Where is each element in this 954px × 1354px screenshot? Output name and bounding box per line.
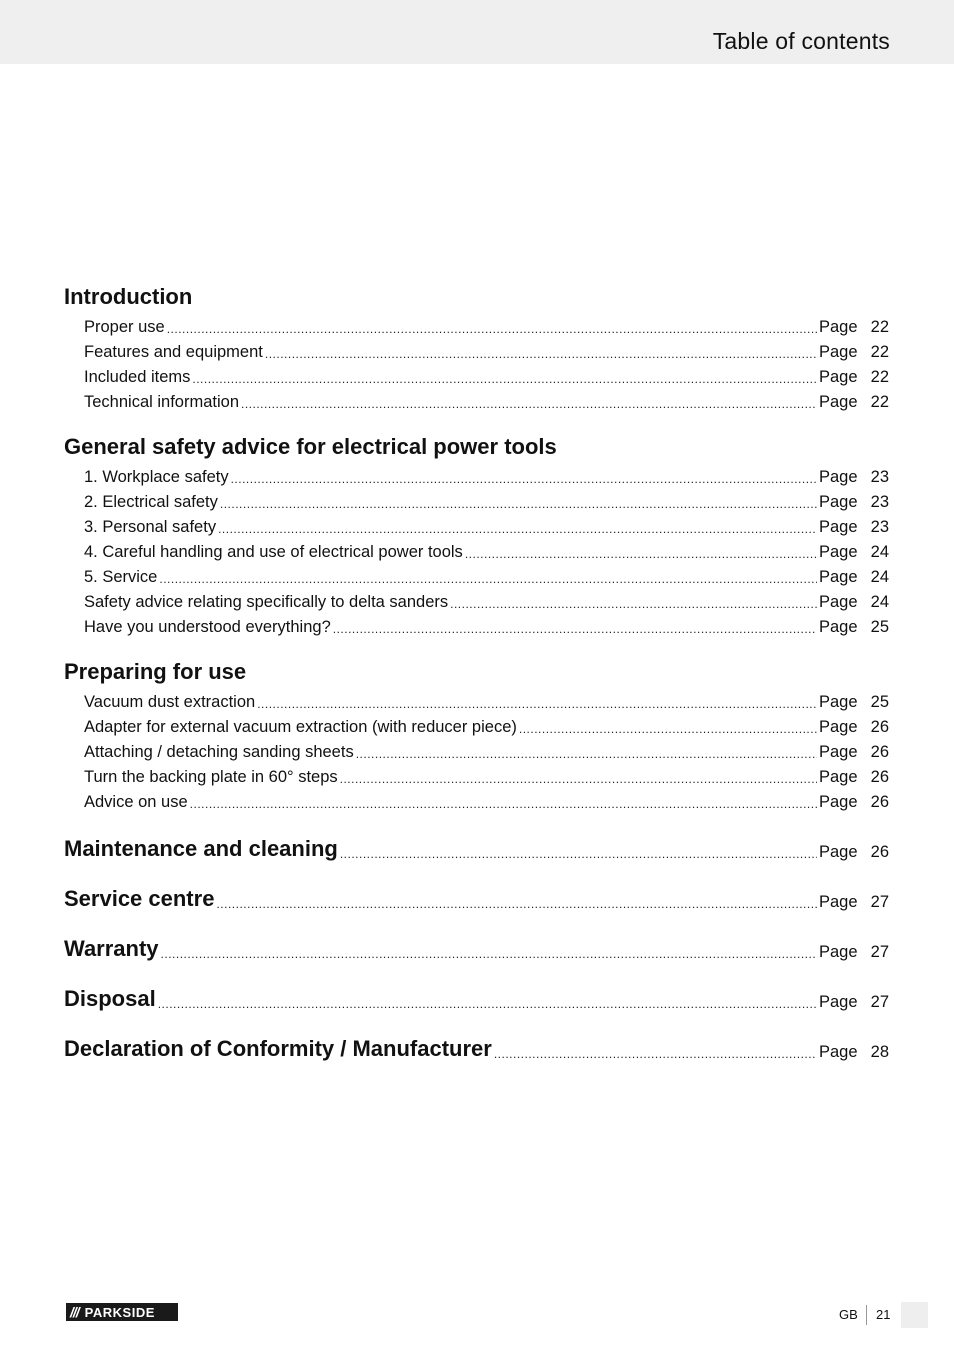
page-word: Page bbox=[819, 793, 858, 811]
toc-entry[interactable] bbox=[84, 740, 889, 762]
page-word: Page bbox=[819, 368, 858, 386]
logo-brand: PARKSIDE bbox=[84, 1304, 155, 1320]
leader-dots bbox=[241, 396, 817, 412]
toc-main-entry-maintenance[interactable] bbox=[64, 834, 889, 862]
toc-entry-label: Technical information bbox=[84, 393, 239, 411]
toc-entry-label: Disposal bbox=[64, 986, 156, 1011]
toc-entry-label: Features and equipment bbox=[84, 343, 263, 361]
page-number: 27 bbox=[870, 943, 889, 961]
toc-main-entry-declaration[interactable] bbox=[64, 1034, 889, 1062]
page-word: Page bbox=[819, 743, 858, 761]
toc-entry[interactable] bbox=[84, 690, 889, 712]
page-word: Page bbox=[819, 343, 858, 361]
toc-entry-label: 4. Careful handling and use of electrical power tools bbox=[84, 543, 463, 561]
toc-entry-label: Included items bbox=[84, 368, 191, 386]
language-code: GB bbox=[839, 1307, 858, 1322]
toc-entry[interactable] bbox=[84, 315, 889, 337]
leader-dots bbox=[192, 371, 817, 387]
toc-entry-label: Adapter for external vacuum extraction (with reducer piece) bbox=[84, 718, 517, 736]
page-word: Page bbox=[819, 1043, 858, 1061]
page-word: Page bbox=[819, 593, 858, 611]
page-number: 23 bbox=[870, 493, 889, 511]
page-word: Page bbox=[819, 943, 858, 961]
page-number: 28 bbox=[870, 1043, 889, 1061]
toc-entry[interactable] bbox=[84, 590, 889, 612]
toc-entry[interactable] bbox=[84, 790, 889, 812]
section-title-safety: General safety advice for electrical power tools bbox=[64, 434, 557, 459]
page-number: 23 bbox=[870, 468, 889, 486]
toc-entry-label: Maintenance and cleaning bbox=[64, 836, 338, 861]
section-title-preparing: Preparing for use bbox=[64, 659, 247, 684]
leader-dots bbox=[231, 471, 817, 487]
toc-entry[interactable] bbox=[84, 715, 889, 737]
toc-entry[interactable] bbox=[84, 365, 889, 387]
page-number: 24 bbox=[870, 593, 889, 611]
parkside-logo bbox=[66, 1303, 178, 1321]
toc-entry-label: Declaration of Conformity / Manufacturer bbox=[64, 1036, 492, 1061]
page-number: 25 bbox=[870, 618, 889, 636]
page-number: 22 bbox=[870, 343, 889, 361]
leader-dots bbox=[340, 771, 817, 787]
leader-dots bbox=[161, 946, 817, 962]
leader-dots bbox=[167, 321, 817, 337]
leader-dots bbox=[257, 696, 817, 712]
toc-entry-label: Vacuum dust extraction bbox=[84, 693, 256, 711]
page-word: Page bbox=[819, 693, 858, 711]
page-word: Page bbox=[819, 518, 858, 536]
leader-dots bbox=[159, 571, 817, 587]
page-number: 26 bbox=[870, 718, 889, 736]
toc-entry-label: Warranty bbox=[64, 936, 159, 961]
leader-dots bbox=[265, 346, 817, 362]
page-number: 22 bbox=[870, 318, 889, 336]
leader-dots bbox=[190, 796, 817, 812]
page-word: Page bbox=[819, 618, 858, 636]
section-title-introduction: Introduction bbox=[64, 284, 193, 309]
page-word: Page bbox=[819, 893, 858, 911]
leader-dots bbox=[494, 1046, 817, 1062]
toc-entry[interactable] bbox=[84, 515, 889, 537]
toc-entry-label: Proper use bbox=[84, 318, 165, 336]
toc-entry[interactable] bbox=[84, 340, 889, 362]
page-word: Page bbox=[819, 543, 858, 561]
page-number: 26 bbox=[870, 793, 889, 811]
leader-dots bbox=[450, 596, 817, 612]
toc-entry-label: Safety advice relating specifically to delta sanders bbox=[84, 593, 449, 611]
toc-entry-label: Turn the backing plate in 60° steps bbox=[84, 768, 338, 786]
page-word: Page bbox=[819, 768, 858, 786]
page-number: 24 bbox=[870, 568, 889, 586]
toc-entry[interactable] bbox=[84, 765, 889, 787]
toc-entry[interactable] bbox=[84, 540, 889, 562]
page-word: Page bbox=[819, 493, 858, 511]
toc-entry-label: 2. Electrical safety bbox=[84, 493, 218, 511]
toc-main-entry-warranty[interactable] bbox=[64, 934, 889, 962]
page-number: 26 bbox=[870, 843, 889, 861]
page-number: 26 bbox=[870, 768, 889, 786]
page-word: Page bbox=[819, 718, 858, 736]
leader-dots bbox=[220, 496, 817, 512]
page-number: 23 bbox=[870, 518, 889, 536]
page-title: Table of contents bbox=[712, 28, 890, 54]
page-number: 26 bbox=[870, 743, 889, 761]
leader-dots bbox=[340, 846, 817, 862]
page-number-footer: 21 bbox=[876, 1307, 891, 1322]
toc-entry-label: Service centre bbox=[64, 886, 215, 911]
page-word: Page bbox=[819, 468, 858, 486]
logo-slashes: /// bbox=[70, 1304, 79, 1320]
toc-main-entry-service-centre[interactable] bbox=[64, 884, 889, 912]
page-number: 27 bbox=[870, 893, 889, 911]
header-bar bbox=[0, 0, 954, 64]
toc-entry-label: Attaching / detaching sanding sheets bbox=[84, 743, 354, 761]
toc-entry[interactable] bbox=[84, 490, 889, 512]
page-number: 22 bbox=[870, 393, 889, 411]
footer-divider bbox=[866, 1305, 867, 1325]
toc-entry-label: Have you understood everything? bbox=[84, 618, 331, 636]
leader-dots bbox=[465, 546, 817, 562]
toc-entry[interactable] bbox=[84, 390, 889, 412]
page-word: Page bbox=[819, 568, 858, 586]
page-number: 24 bbox=[870, 543, 889, 561]
leader-dots bbox=[356, 746, 817, 762]
leader-dots bbox=[216, 896, 817, 912]
toc-entry-label: Advice on use bbox=[84, 793, 188, 811]
page-word: Page bbox=[819, 318, 858, 336]
page-word: Page bbox=[819, 843, 858, 861]
toc-entry[interactable] bbox=[84, 615, 889, 637]
leader-dots bbox=[218, 521, 817, 537]
leader-dots bbox=[519, 721, 817, 737]
page-word: Page bbox=[819, 993, 858, 1011]
footer-tab-box bbox=[901, 1302, 928, 1328]
toc-entry[interactable] bbox=[84, 465, 889, 487]
page-number: 27 bbox=[870, 993, 889, 1011]
leader-dots bbox=[158, 996, 817, 1012]
toc-entry[interactable] bbox=[84, 565, 889, 587]
leader-dots bbox=[333, 621, 817, 637]
page-number: 25 bbox=[870, 693, 889, 711]
page-word: Page bbox=[819, 393, 858, 411]
page-number: 22 bbox=[870, 368, 889, 386]
toc-entry-label: 1. Workplace safety bbox=[84, 468, 229, 486]
toc-entry-label: 5. Service bbox=[84, 568, 158, 586]
toc-main-entry-disposal[interactable] bbox=[64, 984, 889, 1012]
toc-entry-label: 3. Personal safety bbox=[84, 518, 217, 536]
